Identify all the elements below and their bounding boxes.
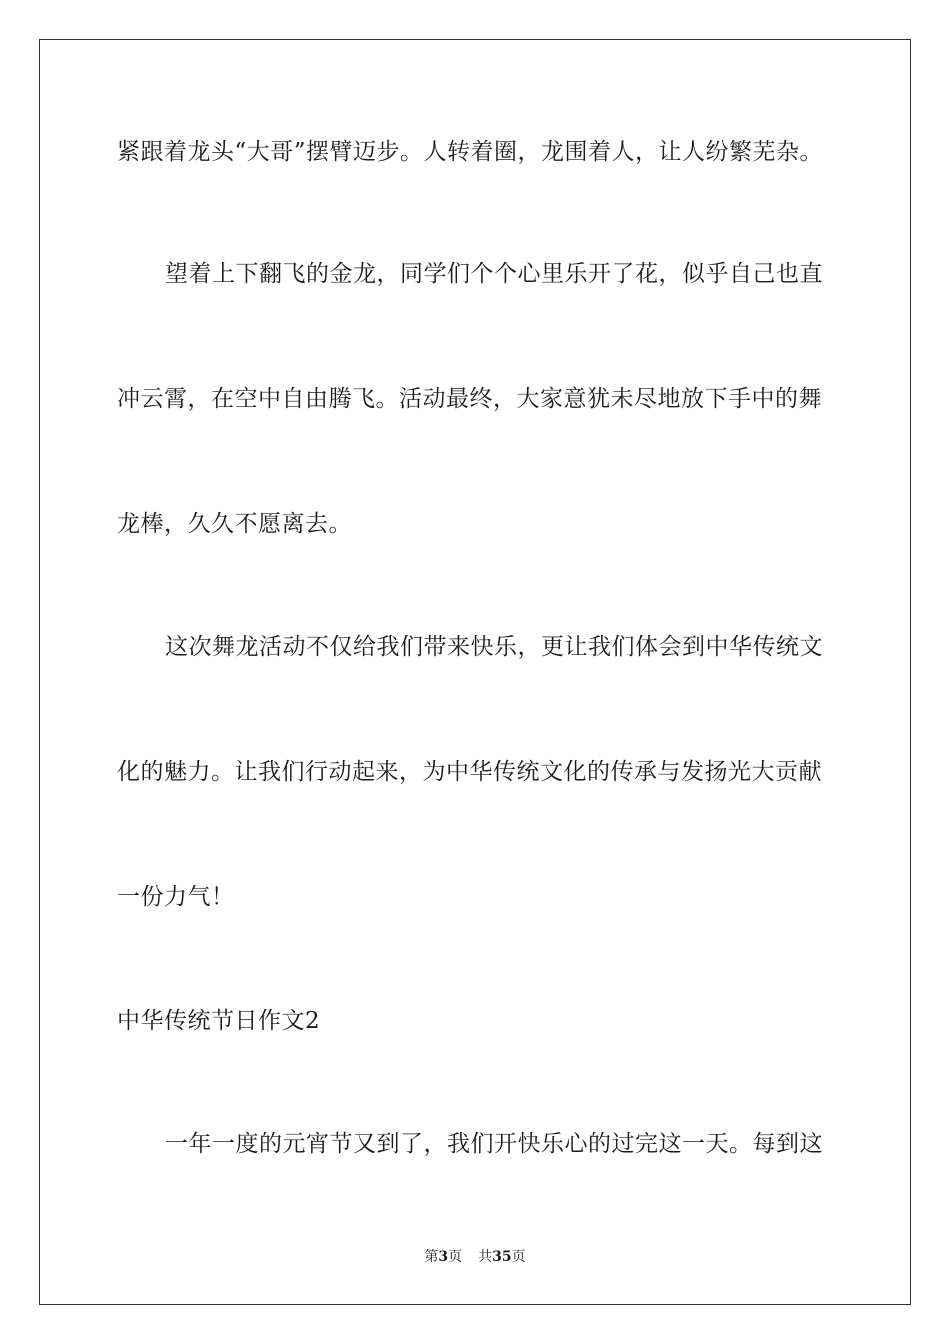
paragraph-line-5: 这次舞龙活动不仅给我们带来快乐，更让我们体会到中华传统文 xyxy=(165,634,823,660)
paragraph-line-1: 紧跟着龙头“大哥”摆臂迈步。人转着圈，龙围着人，让人纷繁芜杂。 xyxy=(117,139,824,165)
paragraph-line-7: 一份力气！ xyxy=(117,884,235,910)
page-frame xyxy=(39,39,911,1305)
paragraph-line-4: 龙棒，久久不愿离去。 xyxy=(117,511,352,537)
section-heading: 中华传统节日作文2 xyxy=(117,1008,321,1034)
page-suffix: 页 xyxy=(448,1249,463,1265)
page-prefix: 第 xyxy=(424,1249,439,1265)
total-suffix: 页 xyxy=(511,1249,526,1265)
page-number: 3 xyxy=(438,1249,449,1265)
paragraph-line-3: 冲云霄，在空中自由腾飞。活动最终，大家意犹未尽地放下手中的舞 xyxy=(117,386,822,412)
total-prefix: 共 xyxy=(478,1249,493,1265)
total-pages: 35 xyxy=(492,1249,512,1265)
paragraph-line-8: 一年一度的元宵节又到了，我们开快乐心的过完这一天。每到这 xyxy=(165,1131,823,1157)
page-footer xyxy=(0,1247,950,1267)
paragraph-line-6: 化的魅力。让我们行动起来，为中华传统文化的传承与发扬光大贡献 xyxy=(117,759,822,785)
paragraph-line-2: 望着上下翻飞的金龙，同学们个个心里乐开了花，似乎自己也直 xyxy=(165,261,823,287)
